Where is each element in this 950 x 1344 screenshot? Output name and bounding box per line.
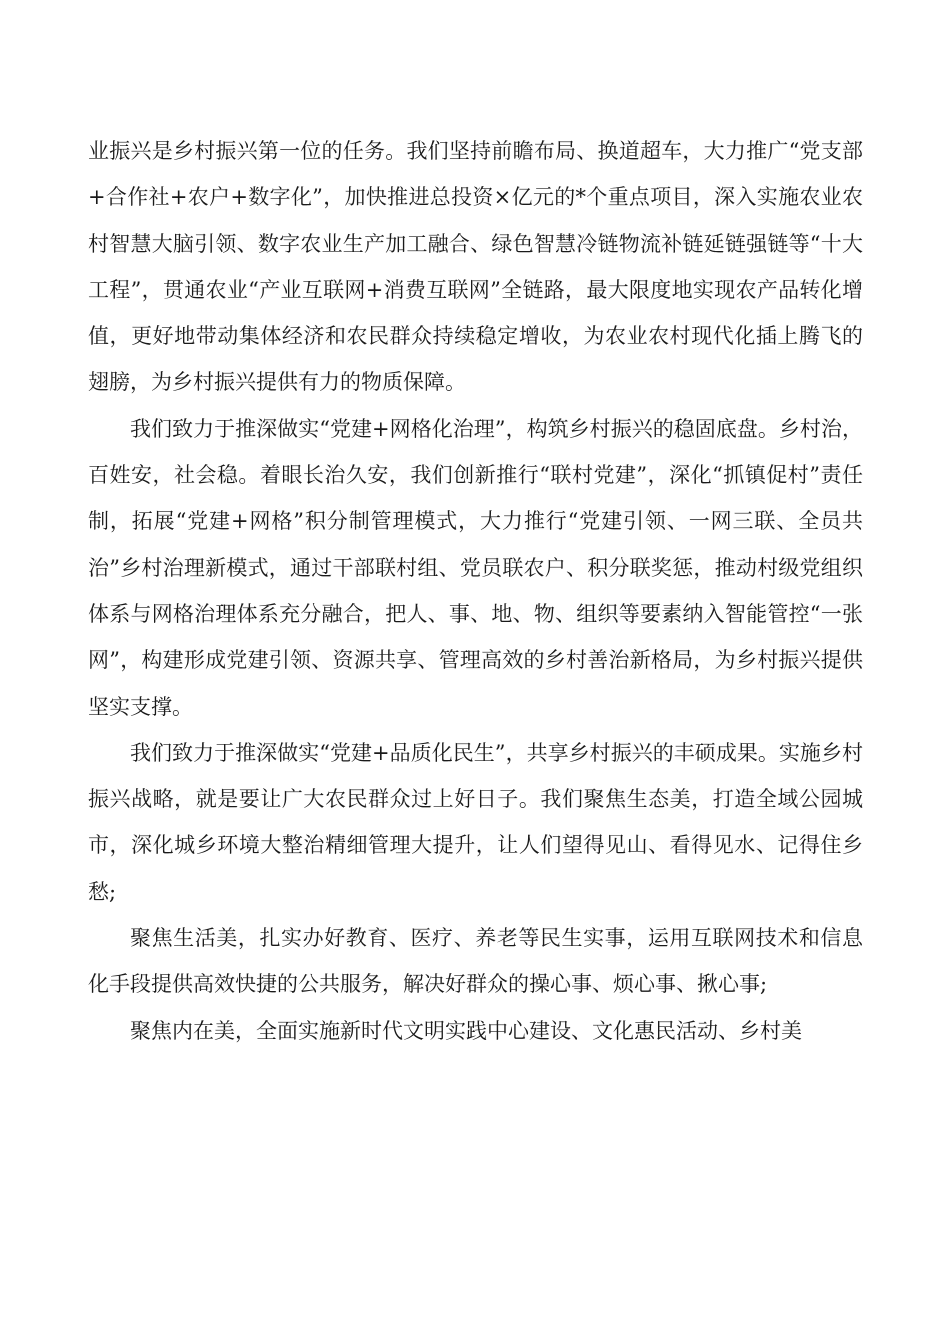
paragraph-3: 我们致力于推深做实“党建+品质化民生”，共享乡村振兴的丰硕成果。实施乡村振兴战略，就是要让广大农民群众过上好日子。我们聚焦生态美，打造全域公园城市，深化城乡环境大整治精细管理大提升，让人们望得见山、看得见水、记得住乡愁; [88, 740, 863, 904]
paragraph-1: 业振兴是乡村振兴第一位的任务。我们坚持前瞻布局、换道超车，大力推广“党支部+合作社+农户+数字化”，加快推进总投资×亿元的*个重点项目，深入实施农业农村智慧大脑引领、数字农业生产加工融合、绿色智慧冷链物流补链延链强链等“十大工程”，贯通农业“产业互联网+消费互联网”全链路，最大限度地实现农产品转化增值，更好地带动集体经济和农民群众持续稳定增收，为农业农村现代化插上腾飞的翅膀，为乡村振兴提供有力的物质保障。 [88, 139, 863, 395]
paragraph-2: 我们致力于推深做实“党建+网格化治理”，构筑乡村振兴的稳固底盘。乡村治，百姓安，社会稳。着眼长治久安，我们创新推行“联村党建”，深化“抓镇促村”责任制，拓展“党建+网格”积分制管理模式，大力推行“党建引领、一网三联、全员共治”乡村治理新模式，通过干部联村组、党员联农户、积分联奖惩，推动村级党组织体系与网格治理体系充分融合，把人、事、地、物、组织等要素纳入智能管控“一张网”，构建形成党建引领、资源共享、管理高效的乡村善治新格局，为乡村振兴提供坚实支撑。 [88, 416, 863, 719]
paragraph-5: 聚焦内在美，全面实施新时代文明实践中心建设、文化惠民活动、乡村美 [130, 1018, 802, 1043]
document-body [88, 128, 863, 1054]
paragraph-4: 聚焦生活美，扎实办好教育、医疗、养老等民生实事，运用互联网技术和信息化手段提供高效快捷的公共服务，解决好群众的操心事、烦心事、揪心事; [88, 926, 863, 997]
